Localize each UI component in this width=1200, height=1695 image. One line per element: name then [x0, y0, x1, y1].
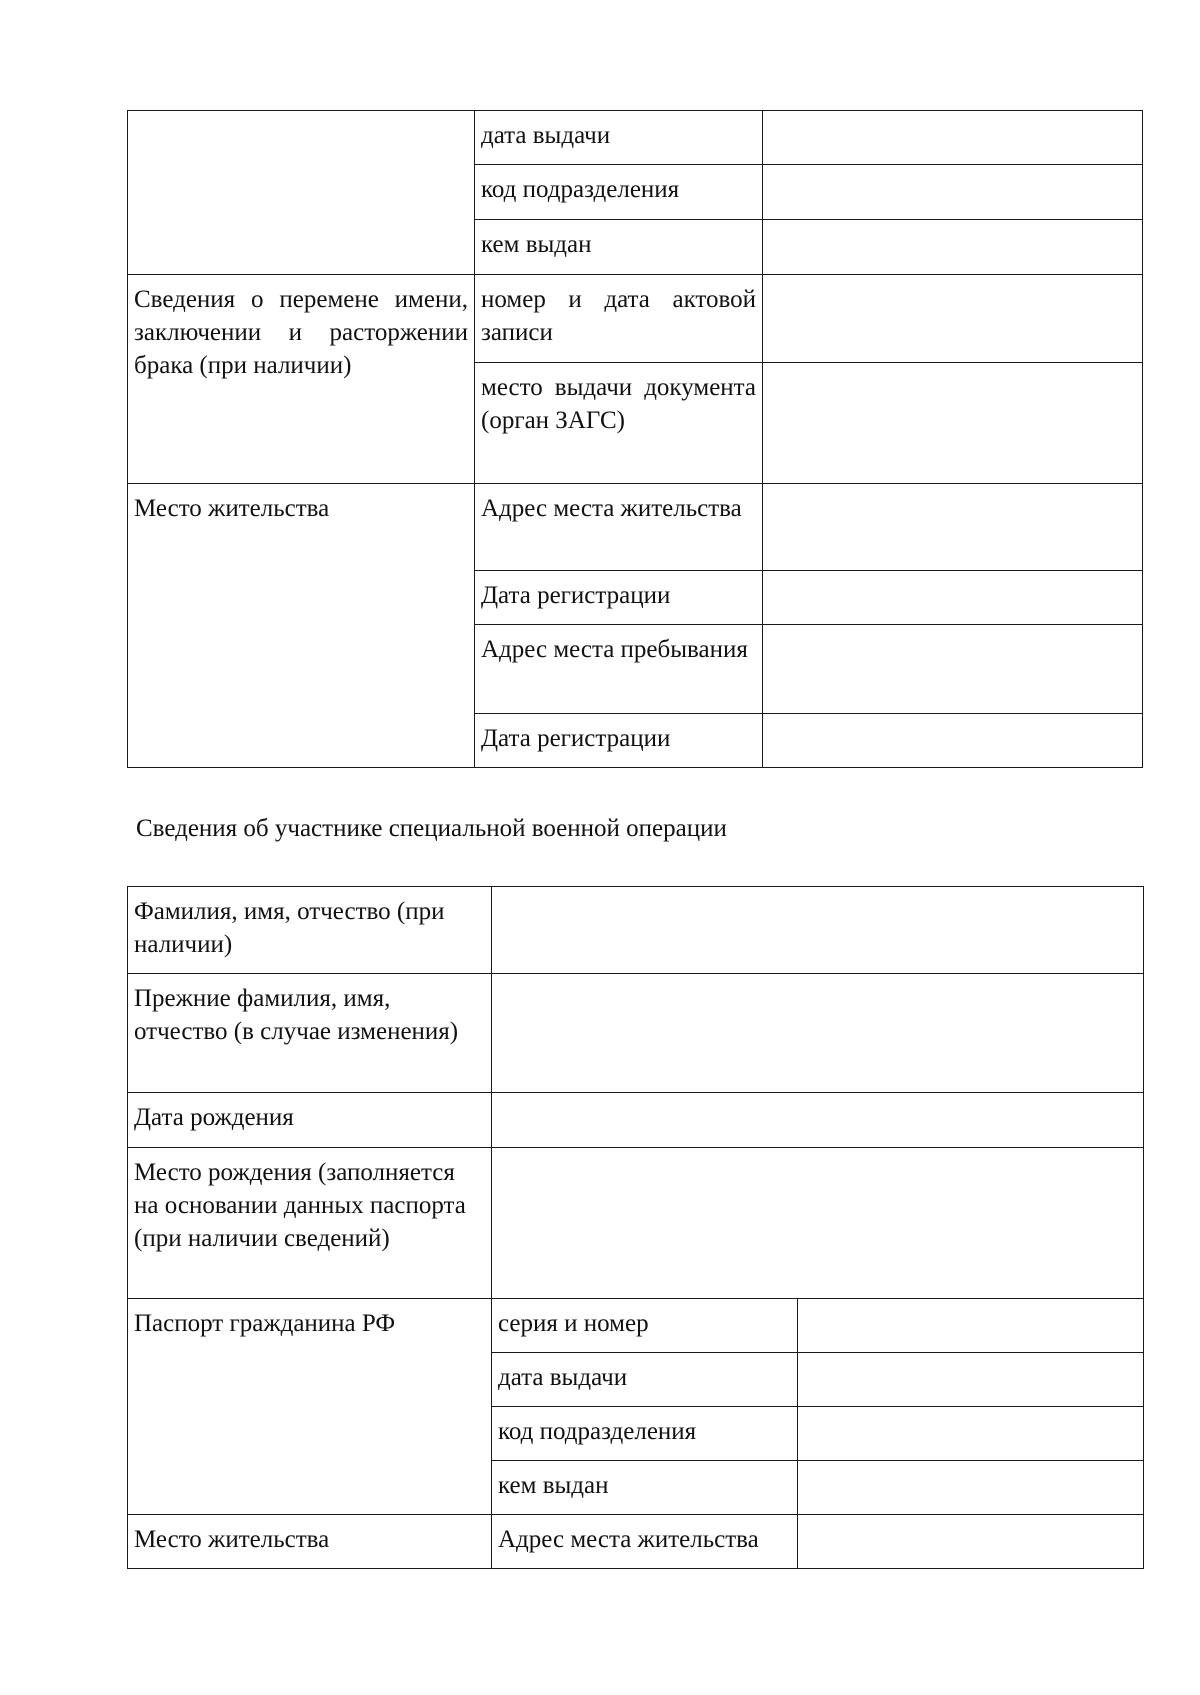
residence-address-label: Адрес места жительства	[475, 484, 763, 571]
birth-date-value[interactable]	[492, 1093, 1144, 1148]
stay-registration-date-value[interactable]	[763, 714, 1143, 768]
previous-name-label: Прежние фамилия, имя, отчество (в случае изменения)	[128, 974, 492, 1093]
record-number-value[interactable]	[763, 275, 1143, 363]
department-code-value[interactable]	[763, 165, 1143, 220]
participant-residence-label: Место жительства	[128, 1515, 492, 1569]
issue-date-label: дата выдачи	[475, 111, 763, 165]
participant-info-table	[127, 886, 1144, 1569]
registry-office-value[interactable]	[763, 363, 1143, 484]
passport-issue-date-label: дата выдачи	[492, 1353, 798, 1407]
birth-place-label: Место рождения (заполняется на основании данных паспорта (при наличии сведений)	[128, 1148, 492, 1299]
passport-department-code-value[interactable]	[798, 1407, 1144, 1461]
series-number-label: серия и номер	[492, 1299, 798, 1353]
residence-address-value[interactable]	[763, 484, 1143, 571]
full-name-value[interactable]	[492, 887, 1144, 974]
participant-residence-address-value[interactable]	[798, 1515, 1144, 1569]
record-number-label: номер и дата актовой записи	[475, 275, 763, 363]
series-number-value[interactable]	[798, 1299, 1144, 1353]
stay-address-value[interactable]	[763, 625, 1143, 714]
passport-issued-by-value[interactable]	[798, 1461, 1144, 1515]
applicant-info-table	[127, 110, 1143, 768]
birth-place-value[interactable]	[492, 1148, 1144, 1299]
issued-by-label: кем выдан	[475, 220, 763, 275]
passport-label-cell	[128, 111, 475, 275]
birth-date-label: Дата рождения	[128, 1093, 492, 1148]
registration-date-label: Дата регистрации	[475, 571, 763, 625]
full-name-label: Фамилия, имя, отчество (при наличии)	[128, 887, 492, 974]
passport-department-code-label: код подразделения	[492, 1407, 798, 1461]
registry-office-label: место выдачи документа (орган ЗАГС)	[475, 363, 763, 484]
residence-label: Место жительства	[128, 484, 475, 768]
stay-registration-date-label: Дата регистрации	[475, 714, 763, 768]
issue-date-value[interactable]	[763, 111, 1143, 165]
registration-date-value[interactable]	[763, 571, 1143, 625]
passport-label: Паспорт гражданина РФ	[128, 1299, 492, 1515]
marriage-info-label: Сведения о перемене имени, заключении и расторжении брака (при наличии)	[128, 275, 475, 484]
passport-issued-by-label: кем выдан	[492, 1461, 798, 1515]
participant-residence-address-label: Адрес места жительства	[492, 1515, 798, 1569]
previous-name-value[interactable]	[492, 974, 1144, 1093]
section-heading: Сведения об участнике специальной военной операции	[136, 815, 727, 842]
department-code-label: код подразделения	[475, 165, 763, 220]
passport-issue-date-value[interactable]	[798, 1353, 1144, 1407]
stay-address-label: Адрес места пребывания	[475, 625, 763, 714]
issued-by-value[interactable]	[763, 220, 1143, 275]
